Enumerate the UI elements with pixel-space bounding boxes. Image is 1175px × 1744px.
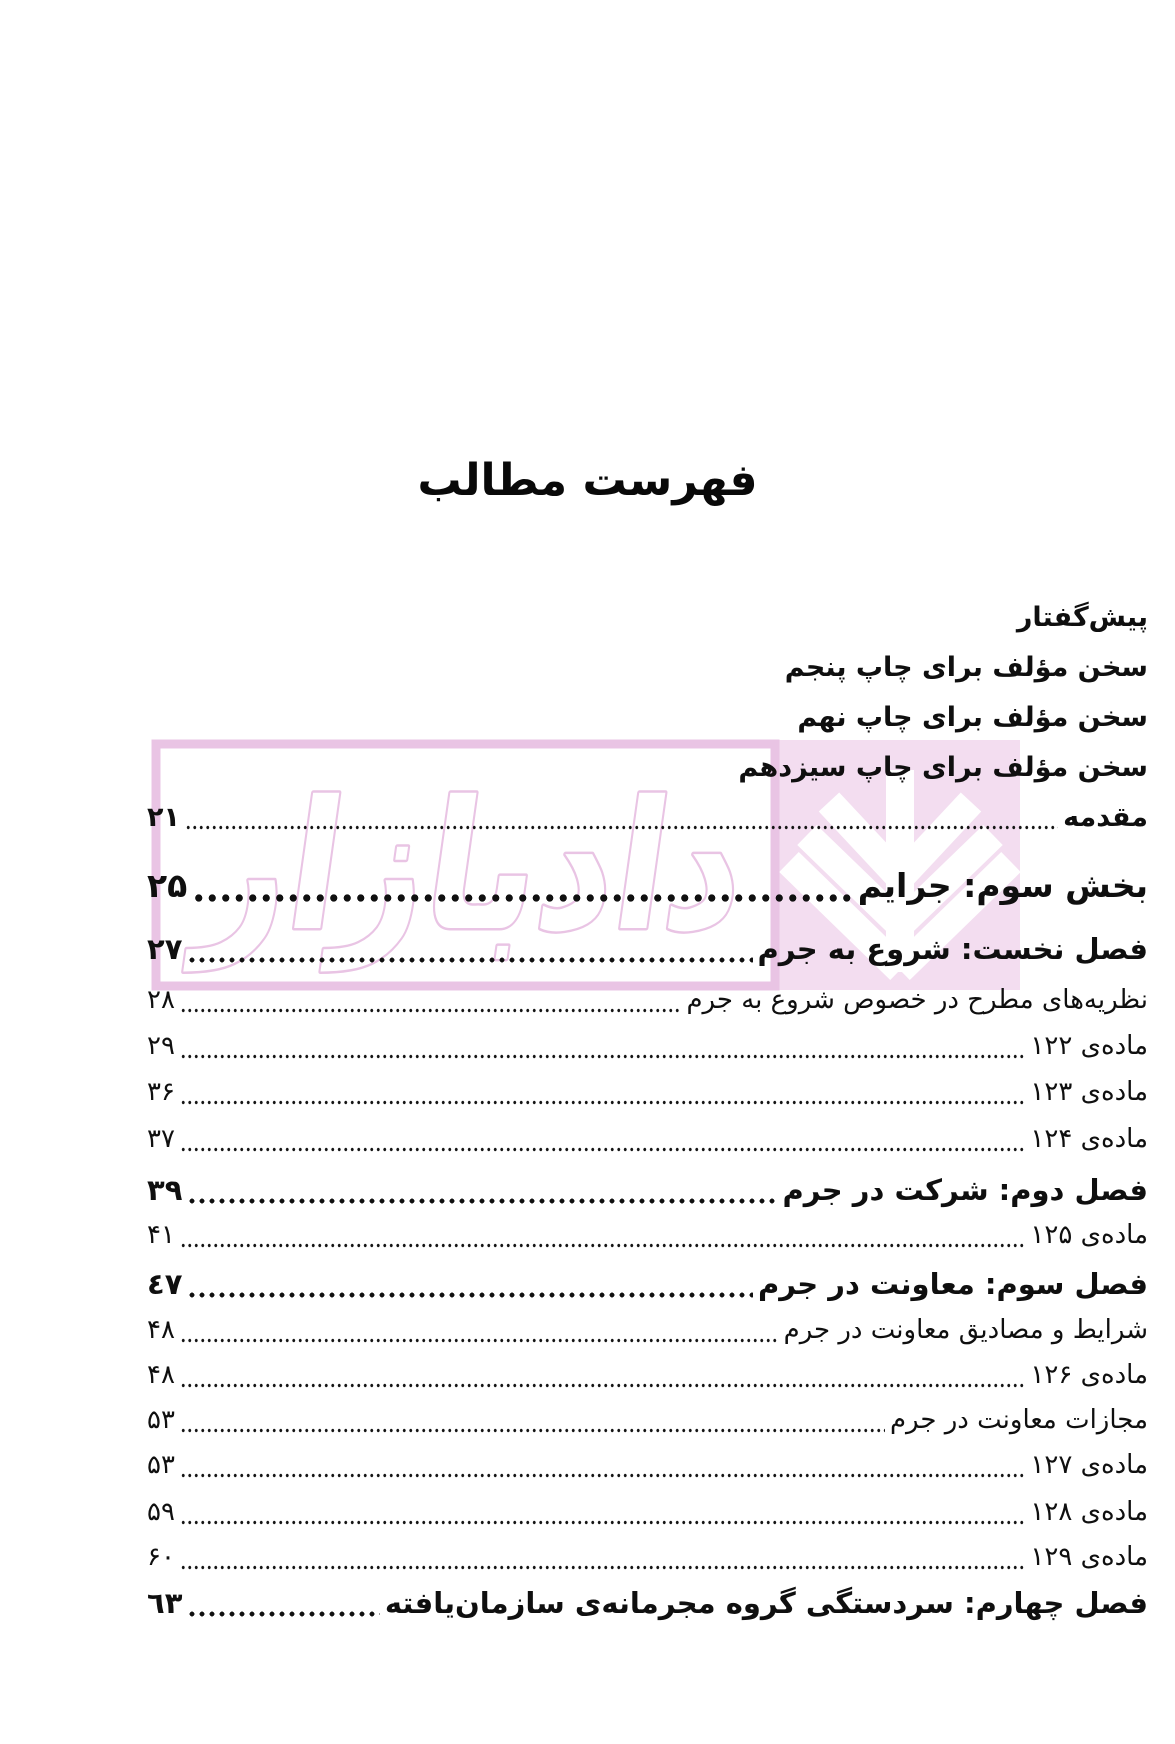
toc-row bbox=[147, 695, 1148, 739]
leader-dots bbox=[180, 1024, 1025, 1068]
toc-row bbox=[147, 1024, 1148, 1068]
toc-row bbox=[147, 1490, 1148, 1534]
toc-row bbox=[147, 1070, 1148, 1114]
leader-dots bbox=[192, 858, 852, 912]
toc-entry-label: سخن مؤلف برای چاپ سیزدهم bbox=[738, 751, 1148, 783]
toc-entry-label: ماده‌ی ۱۲۲ bbox=[1030, 1031, 1148, 1061]
page-title: فهرست مطالب bbox=[417, 455, 758, 506]
toc-row bbox=[147, 1259, 1148, 1309]
toc-entry-page: ۲۸ bbox=[147, 985, 175, 1015]
toc-entry-page: ۴۱ bbox=[147, 1220, 175, 1250]
toc-entry-label: پیش‌گفتار bbox=[1016, 601, 1148, 633]
toc-row bbox=[147, 1578, 1148, 1628]
toc-entry-label: نظریه‌های مطرح در خصوص شروع به جرم bbox=[686, 985, 1148, 1015]
leader-dots bbox=[180, 1535, 1025, 1579]
toc-entry-page: ۳۶ bbox=[147, 1077, 175, 1107]
toc-row bbox=[147, 1165, 1148, 1215]
toc-entry-label: مقدمه bbox=[1063, 801, 1148, 833]
toc-entry-label: ماده‌ی ۱۲۵ bbox=[1030, 1220, 1148, 1250]
toc-entry-page: ۴۸ bbox=[147, 1315, 175, 1345]
leader-dots bbox=[187, 924, 752, 974]
toc-row bbox=[147, 924, 1148, 974]
leader-dots bbox=[180, 1443, 1025, 1487]
toc-entry-page: ۵۳ bbox=[147, 1450, 175, 1480]
leader-dots bbox=[185, 795, 1058, 839]
toc-entry-page: ۲۹ bbox=[147, 1031, 175, 1061]
leader-dots bbox=[180, 1117, 1025, 1161]
toc-entry-page: ۲۱ bbox=[147, 801, 180, 833]
toc-entry-page: ۳۹ bbox=[147, 1173, 183, 1207]
toc-entry-label: فصل دوم: شرکت در جرم bbox=[782, 1173, 1148, 1207]
toc-entry-label: شرایط و مصادیق معاونت در جرم bbox=[783, 1315, 1148, 1345]
toc-entry-page: ۵۳ bbox=[147, 1405, 175, 1435]
toc-entry-label: مجازات معاونت در جرم bbox=[889, 1405, 1148, 1435]
toc-entry-label: ماده‌ی ۱۲۹ bbox=[1030, 1542, 1148, 1572]
toc-row bbox=[147, 1398, 1148, 1442]
toc-entry-page: ۵۹ bbox=[147, 1497, 175, 1527]
toc-row bbox=[147, 1213, 1148, 1257]
toc-entry-label: سخن مؤلف برای چاپ پنجم bbox=[784, 651, 1148, 683]
leader-dots bbox=[180, 1353, 1025, 1397]
leader-dots bbox=[180, 1490, 1025, 1534]
toc-row bbox=[147, 1535, 1148, 1579]
toc-row bbox=[147, 745, 1148, 789]
toc-entry-page: ۲۵ bbox=[147, 865, 188, 905]
toc-row bbox=[147, 1308, 1148, 1352]
toc-entry-label: فصل نخست: شروع به جرم bbox=[757, 932, 1148, 966]
toc-entry-page: ٦٣ bbox=[147, 1586, 183, 1620]
toc-row bbox=[147, 795, 1148, 839]
toc-row bbox=[147, 645, 1148, 689]
toc-entry-label: ماده‌ی ۱۲۴ bbox=[1030, 1124, 1148, 1154]
toc-entry-label: فصل چهارم: سردستگی گروه مجرمانه‌ی سازمان‌یافته bbox=[384, 1586, 1148, 1620]
leader-dots bbox=[180, 1308, 779, 1352]
toc-entry-page: ٤٧ bbox=[147, 1267, 183, 1301]
toc-entry-label: ماده‌ی ۱۲۶ bbox=[1030, 1360, 1148, 1390]
toc-entry-label: ماده‌ی ۱۲۷ bbox=[1030, 1450, 1148, 1480]
toc-row bbox=[147, 1117, 1148, 1161]
toc-entry-label: ماده‌ی ۱۲۳ bbox=[1030, 1077, 1148, 1107]
toc-entry-label: سخن مؤلف برای چاپ نهم bbox=[797, 701, 1148, 733]
toc-row bbox=[147, 1353, 1148, 1397]
leader-dots bbox=[180, 1213, 1025, 1257]
toc-entry-page: ۴۸ bbox=[147, 1360, 175, 1390]
leader-dots bbox=[187, 1259, 753, 1309]
toc-entry-label: فصل سوم: معاونت در جرم bbox=[758, 1267, 1148, 1301]
toc-row bbox=[147, 1443, 1148, 1487]
toc-entry-label: ماده‌ی ۱۲۸ bbox=[1030, 1497, 1148, 1527]
toc-row bbox=[147, 858, 1148, 912]
toc-entry-page: ۲۷ bbox=[147, 932, 183, 966]
leader-dots bbox=[180, 978, 682, 1022]
leader-dots bbox=[180, 1070, 1025, 1114]
toc-list bbox=[147, 0, 1148, 1744]
toc-row bbox=[147, 595, 1148, 639]
toc-entry-page: ۳۷ bbox=[147, 1124, 175, 1154]
toc-row bbox=[147, 978, 1148, 1022]
toc-entry-page: ۶۰ bbox=[147, 1542, 175, 1572]
leader-dots bbox=[180, 1398, 885, 1442]
toc-entry-label: بخش سوم: جرایم bbox=[857, 865, 1148, 905]
leader-dots bbox=[187, 1165, 777, 1215]
leader-dots bbox=[187, 1578, 379, 1628]
